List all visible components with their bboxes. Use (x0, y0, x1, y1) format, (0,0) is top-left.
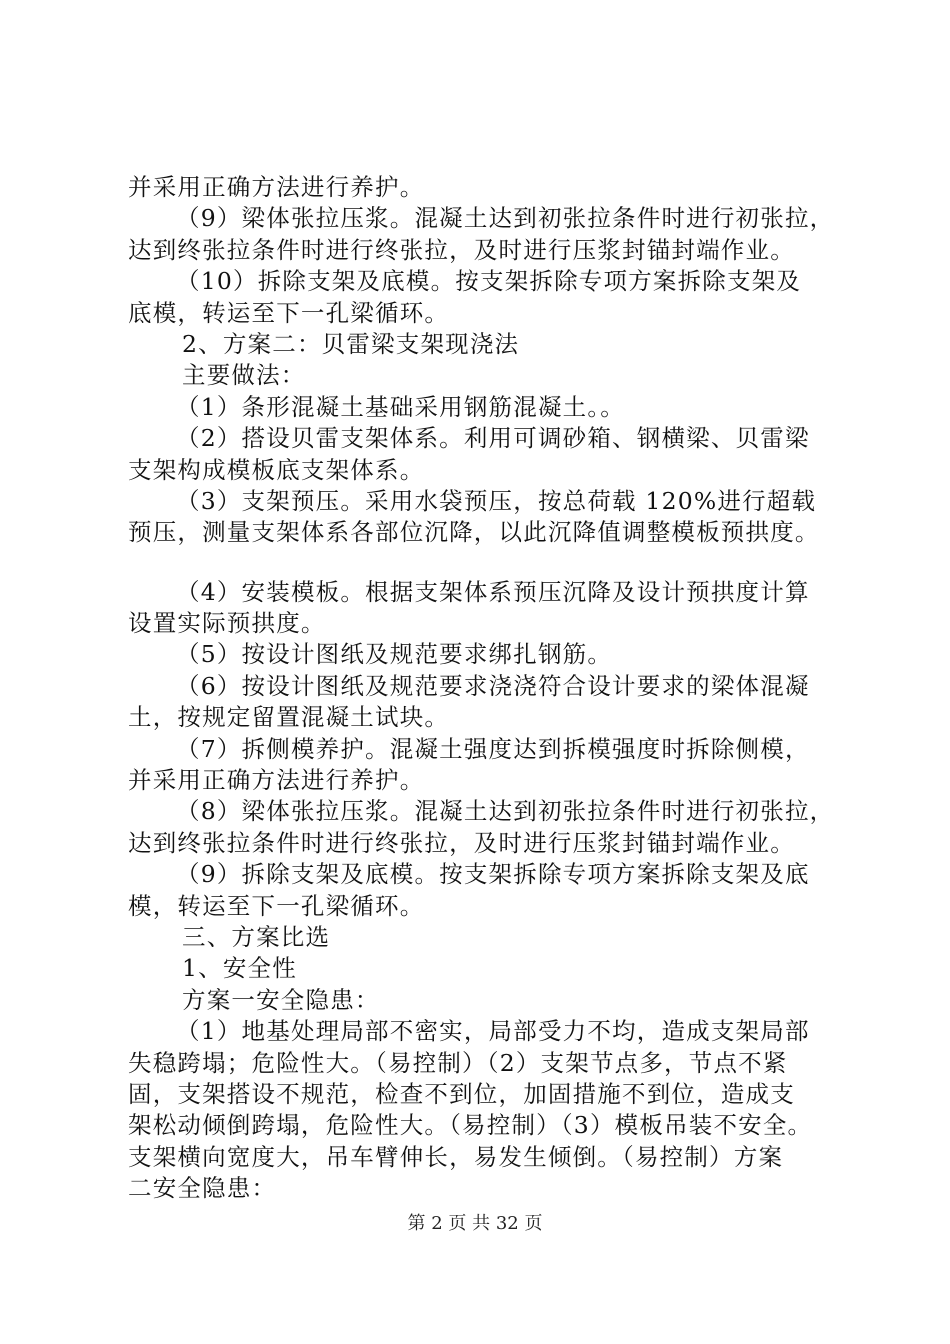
text-line: （9）梁体张拉压浆。混凝土达到初张拉条件时进行初张拉， (176, 204, 835, 233)
text-line: （9）拆除支架及底模。按支架拆除专项方案拆除支架及底 (176, 860, 810, 889)
text-line: （2）搭设贝雷支架体系。利用可调砂箱、钢横梁、贝雷梁 (176, 424, 810, 453)
text-line: 并采用正确方法进行养护。 (128, 766, 425, 795)
section-heading: 三、方案比选 (182, 922, 331, 951)
text-line: （6）按设计图纸及规范要求浇浇符合设计要求的梁体混凝 (176, 671, 810, 700)
text-line: 模，转运至下一孔梁循环。 (128, 891, 425, 920)
page-number-footer: 第 2 页 共 32 页 (407, 1213, 543, 1234)
text-line: 失稳跨塌；危险性大。（易控制）（2）支架节点多，节点不紧 (128, 1048, 788, 1077)
section-heading: 1、安全性 (182, 954, 297, 983)
section-heading: 2、方案二：贝雷梁支架现浇法 (182, 329, 520, 358)
paragraph-gap (128, 549, 848, 577)
text-line: （8）梁体张拉压浆。混凝土达到初张拉条件时进行初张拉， (176, 797, 835, 826)
text-line: 二安全隐患： (128, 1174, 277, 1203)
text-line: 方案一安全隐患： (182, 985, 380, 1014)
text-line: 预压，测量支架体系各部位沉降，以此沉降值调整模板预拱度。 (128, 518, 820, 547)
text-line: （3）支架预压。采用水袋预压，按总荷载 120%进行超载 (176, 486, 817, 515)
text-line: 并采用正确方法进行养护。 (128, 173, 425, 201)
text-line: （5）按设计图纸及规范要求绑扎钢筋。 (176, 640, 613, 669)
text-line: 底模，转运至下一孔梁循环。 (128, 298, 450, 327)
text-line: （10）拆除支架及底模。按支架拆除专项方案拆除支架及 (176, 267, 802, 296)
text-line: 支架构成模板底支架体系。 (128, 455, 425, 484)
text-line: 支架横向宽度大，吊车臂伸长，易发生倾倒。（易控制）方案 (128, 1142, 784, 1171)
text-line: 设置实际预拱度。 (128, 609, 326, 638)
text-line: 达到终张拉条件时进行终张拉，及时进行压浆封锚封端作业。 (128, 235, 795, 264)
text-line: 土，按规定留置混凝土试块。 (128, 703, 450, 732)
text-line: （7）拆侧模养护。混凝土强度达到拆模强度时拆除侧模， (176, 734, 810, 763)
text-line: 架松动倾倒跨塌，危险性大。（易控制）（3）模板吊装不安全。 (128, 1111, 813, 1140)
text-line: 达到终张拉条件时进行终张拉，及时进行压浆封锚封端作业。 (128, 828, 795, 857)
text-line: （4）安装模板。根据支架体系预压沉降及设计预拱度计算 (176, 577, 810, 606)
text-line: （1）地基处理局部不密实，局部受力不均，造成支架局部 (176, 1017, 810, 1046)
text-line: 固，支架搭设不规范，检查不到位，加固措施不到位，造成支 (128, 1079, 795, 1108)
text-line: 主要做法： (182, 361, 306, 390)
body-text (128, 172, 848, 1205)
text-line: （1）条形混凝土基础采用钢筋混凝土。。 (176, 392, 626, 421)
